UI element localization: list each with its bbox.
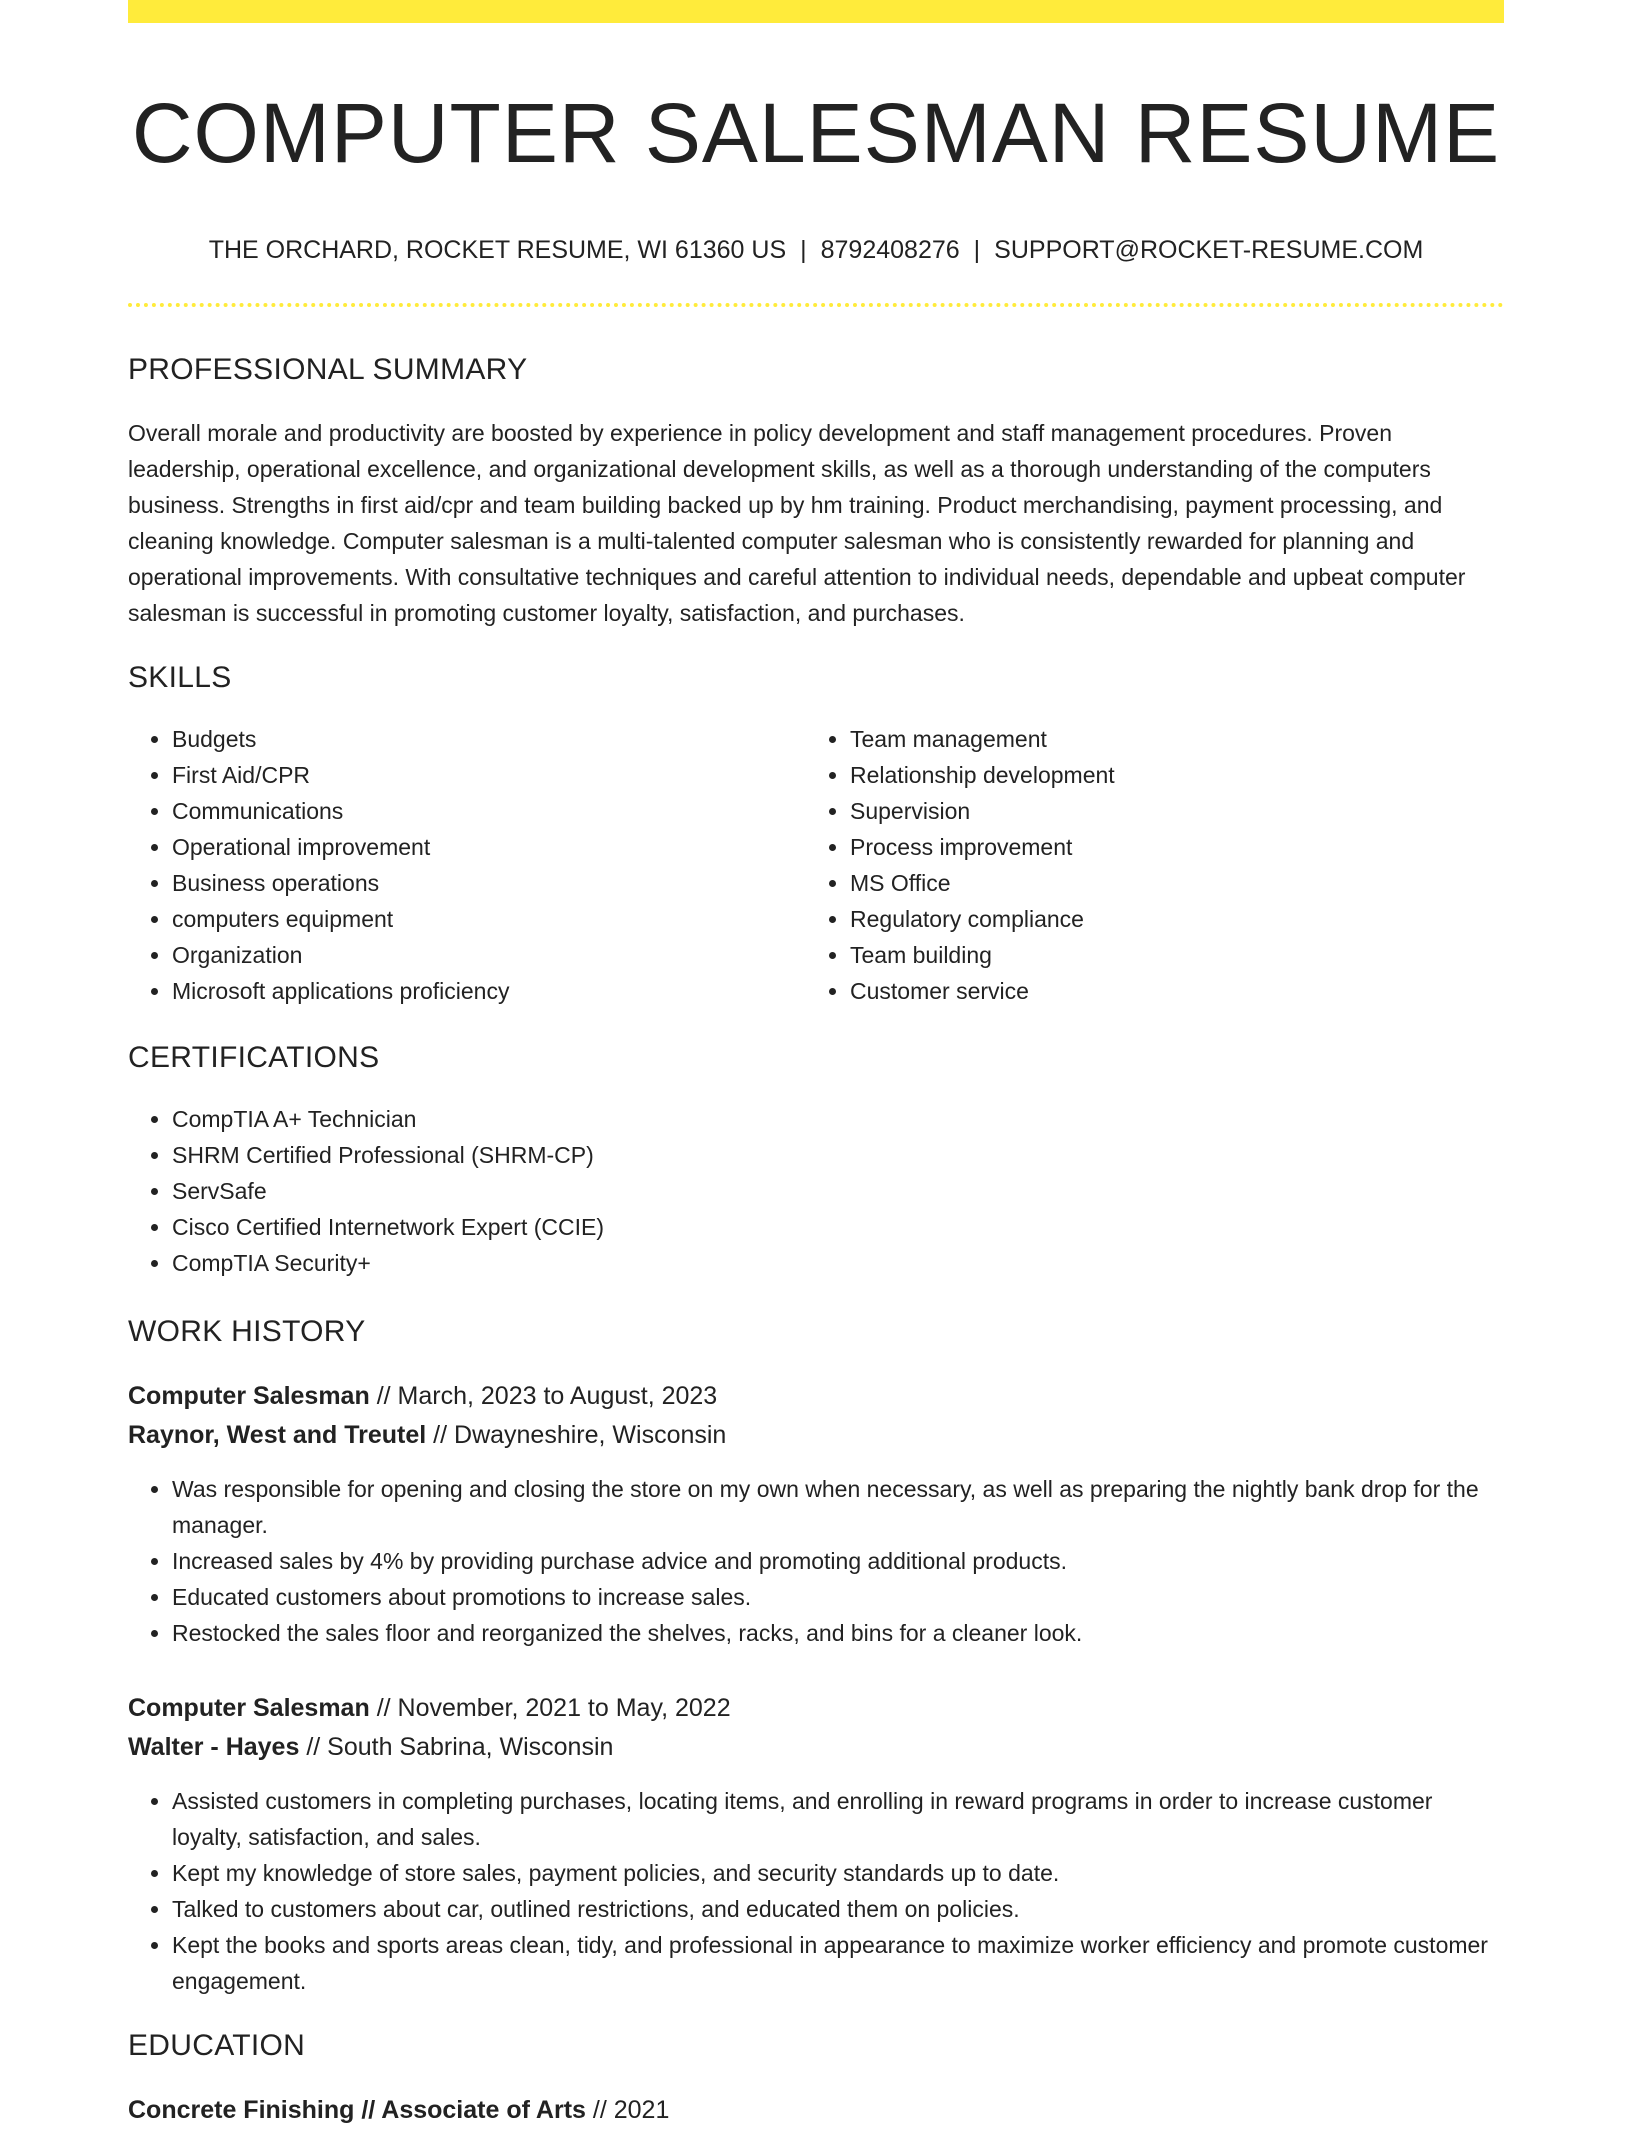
summary-heading: PROFESSIONAL SUMMARY bbox=[128, 353, 528, 387]
job-company: Raynor, West and Treutel bbox=[128, 1421, 427, 1450]
skill-item: • Team building bbox=[850, 937, 1484, 973]
contact-separator: | bbox=[800, 236, 807, 265]
skill-item: • Regulatory compliance bbox=[850, 901, 1484, 937]
certification-item: • CompTIA A+ Technician bbox=[172, 1101, 1504, 1137]
job-title-line bbox=[128, 1689, 1504, 1728]
skill-item: • Operational improvement bbox=[172, 829, 806, 865]
education-entry bbox=[128, 2091, 1504, 2130]
job-title: Computer Salesman bbox=[128, 1382, 370, 1411]
education-year: // 2021 bbox=[585, 2096, 670, 2125]
skill-item: • Team management bbox=[850, 721, 1484, 757]
job-location: // South Sabrina, Wisconsin bbox=[299, 1733, 614, 1762]
job-duty-item: • Kept my knowledge of store sales, payment policies, and security standards up to date. bbox=[172, 1855, 1504, 1891]
skill-item: • Relationship development bbox=[850, 757, 1484, 793]
job-company: Walter - Hayes bbox=[128, 1733, 300, 1762]
skills-column-right bbox=[806, 721, 1484, 1009]
education-heading: EDUCATION bbox=[128, 2029, 306, 2063]
contact-phone: 8792408276 bbox=[820, 236, 960, 265]
skill-item: • MS Office bbox=[850, 865, 1484, 901]
certifications-heading: CERTIFICATIONS bbox=[128, 1041, 380, 1075]
job-dates: // March, 2023 to August, 2023 bbox=[369, 1382, 718, 1411]
contact-line bbox=[128, 235, 1504, 265]
job-duties-list bbox=[128, 1783, 1504, 1999]
education-degree: Concrete Finishing // Associate of Arts bbox=[128, 2096, 586, 2125]
resume-title: COMPUTER SALESMAN RESUME bbox=[131, 86, 1501, 180]
top-accent-bar bbox=[128, 0, 1504, 23]
job-duty-item: • Kept the books and sports areas clean, tidy, and professional in appearance to maximize worker efficiency and promote customer engagement. bbox=[172, 1927, 1504, 1999]
skills-heading: SKILLS bbox=[128, 661, 232, 695]
job-entry bbox=[128, 1689, 1504, 1999]
skill-item: • computers equipment bbox=[172, 901, 806, 937]
contact-address: THE ORCHARD, ROCKET RESUME, WI 61360 US bbox=[208, 236, 787, 265]
skill-item: • Organization bbox=[172, 937, 806, 973]
job-duty-item: • Talked to customers about car, outlined restrictions, and educated them on policies. bbox=[172, 1891, 1504, 1927]
job-duty-item: • Restocked the sales floor and reorganized the shelves, racks, and bins for a cleaner look. bbox=[172, 1615, 1504, 1651]
resume-page bbox=[128, 0, 1504, 2130]
skills-list bbox=[128, 721, 1504, 1009]
contact-email: SUPPORT@ROCKET-RESUME.COM bbox=[994, 236, 1424, 265]
skill-item: • Process improvement bbox=[850, 829, 1484, 865]
skill-item: • Customer service bbox=[850, 973, 1484, 1009]
skill-item: • Budgets bbox=[172, 721, 806, 757]
job-duty-item: • Educated customers about promotions to increase sales. bbox=[172, 1579, 1504, 1615]
certification-item: • CompTIA Security+ bbox=[172, 1245, 1504, 1281]
skill-item: • First Aid/CPR bbox=[172, 757, 806, 793]
skill-item: • Microsoft applications proficiency bbox=[172, 973, 806, 1009]
contact-separator: | bbox=[973, 236, 981, 265]
work-history-heading: WORK HISTORY bbox=[128, 1315, 366, 1349]
skill-item: • Communications bbox=[172, 793, 806, 829]
certification-item: • Cisco Certified Internetwork Expert (CCIE) bbox=[172, 1209, 1504, 1245]
summary-text: Overall morale and productivity are boosted by experience in policy development and staff management procedures. Proven leadership, operational excellence, and organizational development skills, as well as a thorough understanding of the computers business. Strengths in first aid/cpr and team building backed up by hm training. Product merchandising, payment processing, and cleaning knowledge. Computer salesman is a multi-talented computer salesman who is consistently rewarded for planning and operational improvements. With consultative techniques and careful attention to individual needs, dependable and upbeat computer salesman is successful in promoting customer loyalty, satisfaction, and purchases. bbox=[128, 420, 1466, 627]
job-duty-item: • Was responsible for opening and closing the store on my own when necessary, as well as preparing the nightly bank drop for the manager. bbox=[172, 1471, 1504, 1543]
job-company-line bbox=[128, 1416, 1504, 1455]
job-location: // Dwayneshire, Wisconsin bbox=[426, 1421, 727, 1450]
job-duty-item: • Assisted customers in completing purchases, locating items, and enrolling in reward programs in order to increase customer loyalty, satisfaction, and sales. bbox=[172, 1783, 1504, 1855]
certifications-list bbox=[128, 1101, 1504, 1281]
skills-column-left bbox=[128, 721, 806, 1009]
job-company-line bbox=[128, 1728, 1504, 1767]
job-duties-list bbox=[128, 1471, 1504, 1651]
skill-item: • Business operations bbox=[172, 865, 806, 901]
job-title-line bbox=[128, 1377, 1504, 1416]
certification-item: • SHRM Certified Professional (SHRM-CP) bbox=[172, 1137, 1504, 1173]
skill-item: • Supervision bbox=[850, 793, 1484, 829]
job-title: Computer Salesman bbox=[128, 1694, 370, 1723]
job-duty-item: • Increased sales by 4% by providing purchase advice and promoting additional products. bbox=[172, 1543, 1504, 1579]
certification-item: • ServSafe bbox=[172, 1173, 1504, 1209]
header-divider bbox=[128, 303, 1504, 307]
job-dates: // November, 2021 to May, 2022 bbox=[369, 1694, 731, 1723]
job-entry bbox=[128, 1377, 1504, 1651]
